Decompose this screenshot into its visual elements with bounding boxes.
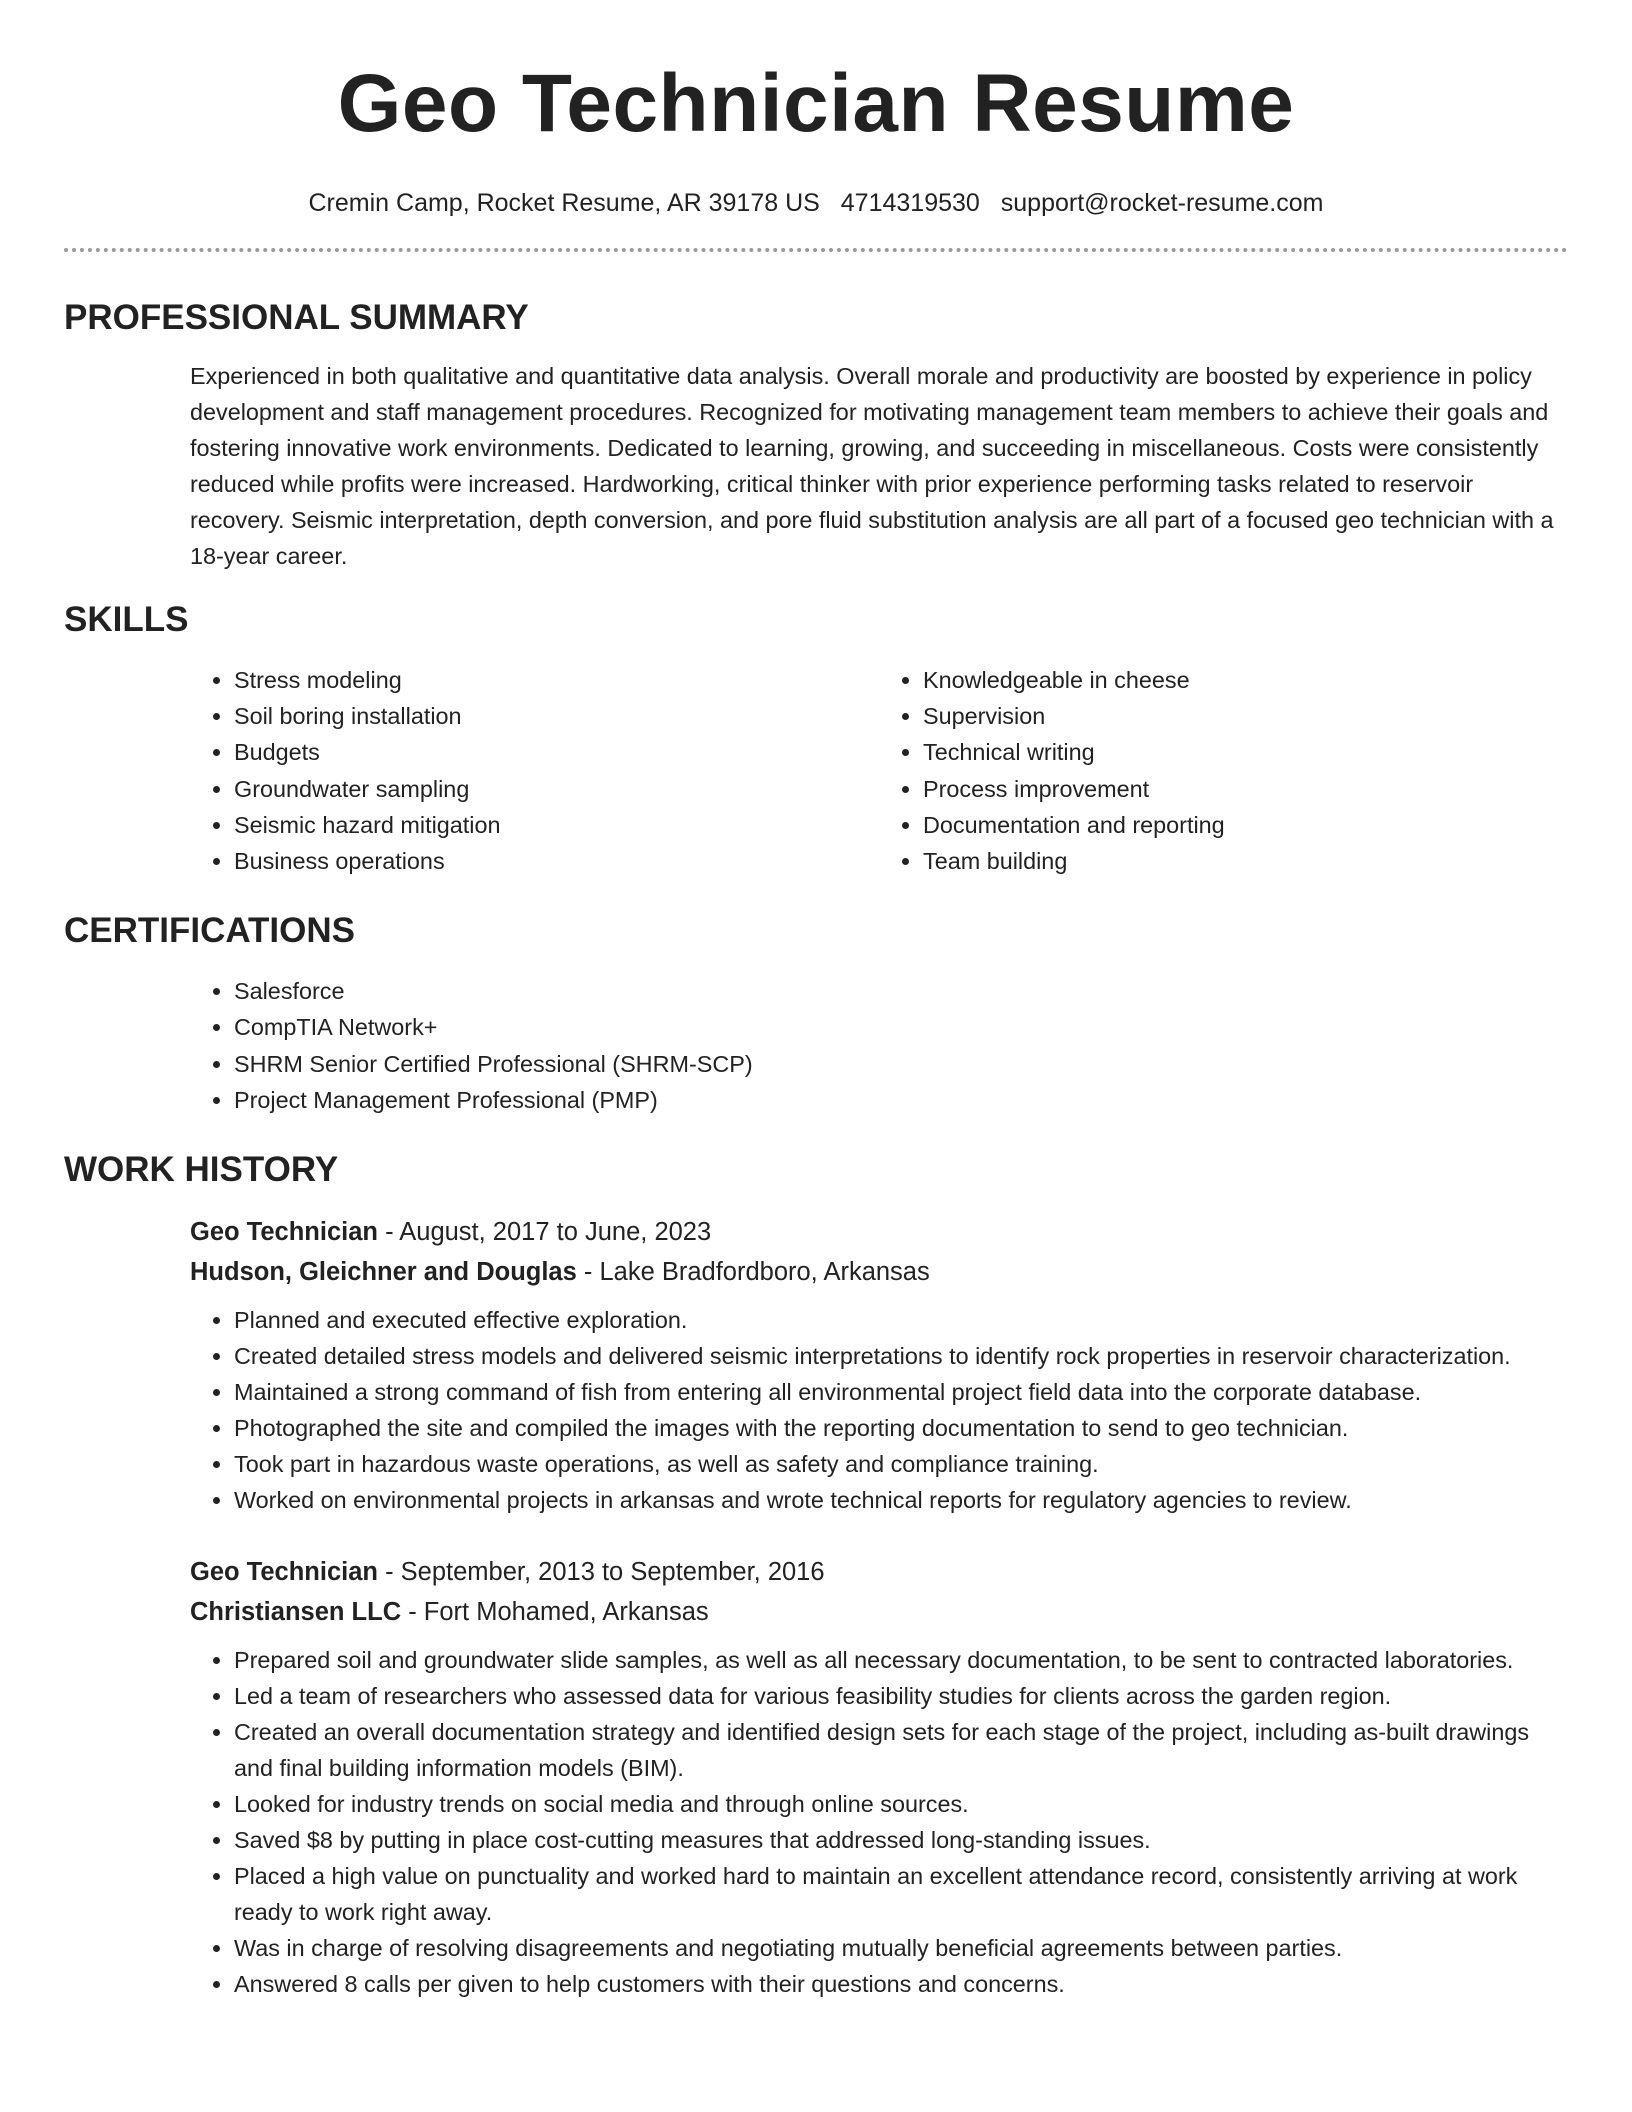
certification-item: • Salesforce <box>234 973 1568 1009</box>
skill-item: • Stress modeling <box>234 662 879 698</box>
job-bullet: • Created detailed stress models and delivered seismic interpretations to identify rock properties in reservoir characterization. <box>234 1338 1568 1374</box>
resume-title: Geo Technician Resume <box>337 58 1295 149</box>
job-company: Christiansen LLC <box>190 1598 402 1627</box>
job-company-line <box>190 1592 1568 1632</box>
certifications-items <box>190 973 1568 1118</box>
job-company-line <box>190 1252 1568 1292</box>
skill-item: • Business operations <box>234 843 879 879</box>
section-title-skills: SKILLS <box>64 600 189 639</box>
job-title-line <box>190 1212 1568 1252</box>
section-title-work-history: WORK HISTORY <box>64 1150 339 1190</box>
job-role: Geo Technician <box>190 1218 378 1247</box>
skill-item: • Budgets <box>234 734 879 770</box>
skill-item: • Team building <box>923 843 1568 879</box>
job-bullet: • Photographed the site and compiled the images with the reporting documentation to send to geo technician. <box>234 1410 1568 1446</box>
job-location: - Lake Bradfordboro, Arkansas <box>576 1258 930 1287</box>
skill-item: • Knowledgeable in cheese <box>923 662 1568 698</box>
skills-column-left <box>190 662 879 879</box>
job-company: Hudson, Gleichner and Douglas <box>190 1258 577 1287</box>
skill-item: • Technical writing <box>923 734 1568 770</box>
certifications-list <box>190 973 1568 1118</box>
job-entry <box>190 1552 1568 2002</box>
job-dates: - September, 2013 to September, 2016 <box>378 1558 825 1587</box>
contact-email: support@rocket-resume.com <box>1000 189 1324 217</box>
certification-item: • SHRM Senior Certified Professional (SHRM-SCP) <box>234 1046 1568 1082</box>
job-bullets <box>190 1642 1568 2002</box>
job-entry <box>190 1212 1568 1518</box>
section-title-summary: PROFESSIONAL SUMMARY <box>64 298 529 337</box>
skill-item: • Documentation and reporting <box>923 807 1568 843</box>
job-bullet: • Prepared soil and groundwater slide samples, as well as all necessary documentation, to be sent to contracted laboratories. <box>234 1642 1568 1678</box>
skill-item: • Supervision <box>923 698 1568 734</box>
job-location: - Fort Mohamed, Arkansas <box>401 1598 709 1627</box>
skill-item: • Soil boring installation <box>234 698 879 734</box>
certification-item: • CompTIA Network+ <box>234 1009 1568 1045</box>
job-bullets <box>190 1302 1568 1518</box>
job-bullet: • Answered 8 calls per given to help customers with their questions and concerns. <box>234 1966 1568 2002</box>
job-bullet: • Maintained a strong command of fish from entering all environmental project field data into the corporate database. <box>234 1374 1568 1410</box>
job-bullet: • Planned and executed effective exploration. <box>234 1302 1568 1338</box>
contact-address: Cremin Camp, Rocket Resume, AR 39178 US <box>308 189 820 217</box>
job-dates: - August, 2017 to June, 2023 <box>378 1218 712 1247</box>
skill-item: • Groundwater sampling <box>234 771 879 807</box>
header-divider <box>64 248 1568 252</box>
certification-item: • Project Management Professional (PMP) <box>234 1082 1568 1118</box>
job-bullet: • Took part in hazardous waste operations, as well as safety and compliance training. <box>234 1446 1568 1482</box>
job-bullet: • Created an overall documentation strategy and identified design sets for each stage of the project, including as-built drawings and final building information models (BIM). <box>234 1714 1568 1786</box>
section-title-certifications: CERTIFICATIONS <box>64 911 356 951</box>
job-bullet: • Looked for industry trends on social media and through online sources. <box>234 1786 1568 1822</box>
contact-phone: 4714319530 <box>840 189 980 217</box>
skills-column-right <box>879 662 1568 879</box>
job-title-line <box>190 1552 1568 1592</box>
skill-item: • Seismic hazard mitigation <box>234 807 879 843</box>
job-bullet: • Placed a high value on punctuality and worked hard to maintain an excellent attendance record, consistently arriving at work ready to work right away. <box>234 1858 1568 1930</box>
skill-item: • Process improvement <box>923 771 1568 807</box>
summary-text: Experienced in both qualitative and quantitative data analysis. Overall morale and productivity are boosted by experience in policy development and staff management procedures. Recognized for motivating management team members to achieve their goals and fostering innovative work environments. Dedicated to learning, growing, and succeeding in miscellaneous. Costs were consistently reduced while profits were increased. Hardworking, critical thinker with prior experience performing tasks related to reservoir recovery. Seismic interpretation, depth conversion, and pore fluid substitution analysis are all part of a focused geo technician with a 18-year career. <box>190 363 1554 569</box>
job-bullet: • Was in charge of resolving disagreements and negotiating mutually beneficial agreements between parties. <box>234 1930 1568 1966</box>
contact-line <box>64 188 1568 218</box>
job-bullet: • Saved $8 by putting in place cost-cutting measures that addressed long-standing issues. <box>234 1822 1568 1858</box>
job-bullet: • Worked on environmental projects in arkansas and wrote technical reports for regulatory agencies to review. <box>234 1482 1568 1518</box>
skills-list <box>190 662 1568 879</box>
job-bullet: • Led a team of researchers who assessed data for various feasibility studies for clients across the garden region. <box>234 1678 1568 1714</box>
job-role: Geo Technician <box>190 1558 378 1587</box>
